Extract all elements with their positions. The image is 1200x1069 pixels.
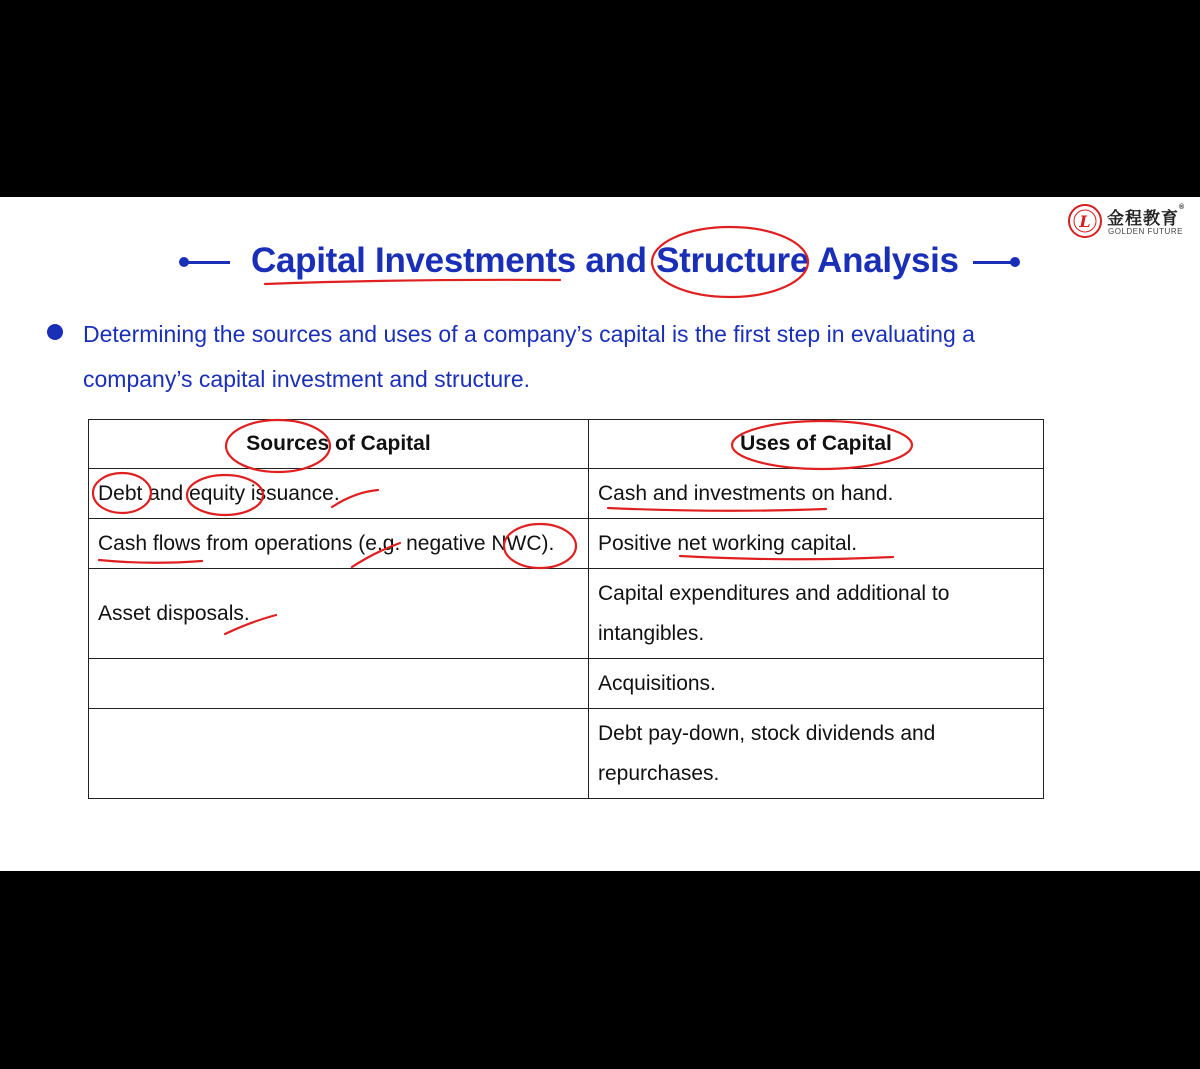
bullet-dot-icon xyxy=(47,324,63,340)
title-right-line xyxy=(973,261,1013,264)
title-left-line xyxy=(186,261,230,264)
table-cell xyxy=(89,659,589,709)
table-cell: Debt and equity issuance. xyxy=(89,469,589,519)
table-cell: Cash flows from operations (e.g. negative NWC). xyxy=(89,519,589,569)
header-sources-of-capital: Sources of Capital xyxy=(89,420,589,469)
table-cell xyxy=(89,709,589,799)
capital-table xyxy=(88,419,1044,799)
title-right-dot-icon xyxy=(1010,257,1020,267)
table-cell: Cash and investments on hand. xyxy=(589,469,1044,519)
logo-seal-icon xyxy=(1067,203,1103,239)
table-row xyxy=(89,469,1044,519)
logo-chinese-name: 金程教育® xyxy=(1107,204,1186,228)
header-uses-of-capital: Uses of Capital xyxy=(589,420,1044,469)
golden-future-logo xyxy=(1067,200,1192,236)
table-cell: Debt pay-down, stock dividends and repurchases. xyxy=(589,709,1044,799)
table-row xyxy=(89,569,1044,659)
table-row xyxy=(89,709,1044,799)
page-title: Capital Investments and Structure Analysis xyxy=(251,241,959,280)
table-cell: Positive net working capital. xyxy=(589,519,1044,569)
bullet-text: Determining the sources and uses of a company’s capital is the first step in evaluating a company’s capital investment and structure. xyxy=(83,321,975,392)
table-row xyxy=(89,519,1044,569)
slide xyxy=(0,197,1200,871)
table-cell: Asset disposals. xyxy=(89,569,589,659)
title-row xyxy=(0,237,1200,289)
table-cell: Acquisitions. xyxy=(589,659,1044,709)
table-cell: Capital expenditures and additional to intangibles. xyxy=(589,569,1044,659)
logo-english-name: GOLDEN FUTURE xyxy=(1108,227,1183,236)
table-row xyxy=(89,659,1044,709)
svg-text:L: L xyxy=(1079,212,1091,231)
table-header-row xyxy=(89,420,1044,469)
